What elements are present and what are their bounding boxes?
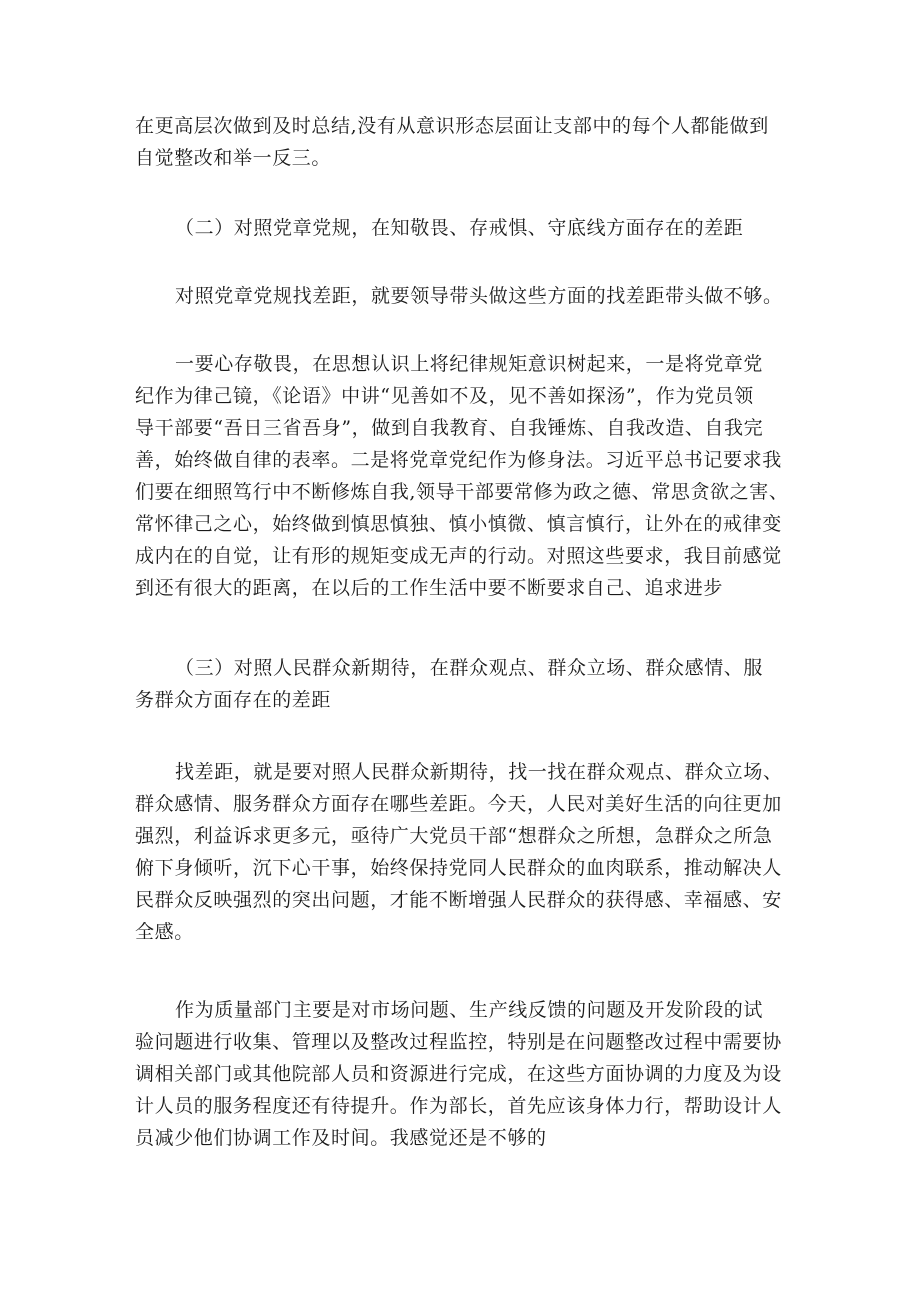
text-line: 成内在的自觉，让有形的规矩变成无声的行动。对照这些要求，我目前感觉 <box>135 545 782 567</box>
heading-line: （三）对照人民群众新期待，在群众观点、群众立场、群众感情、服 <box>175 657 764 679</box>
paragraph-find-gap <box>135 756 790 948</box>
text-line: 验问题进行收集、管理以及整改过程监控，特别是在问题整改过程中需要协 <box>135 1031 782 1053</box>
heading-line: （二）对照党章党规，在知敬畏、存戒惧、守底线方面存在的差距 <box>175 217 744 239</box>
text-line: 纪作为律己镜，《论语》中讲“见善如不及，见不善如探汤”，作为党员领 <box>135 385 754 407</box>
text-line: 导干部要“吾日三省吾身”，做到自我教育、自我锤炼、自我改造、自我完 <box>135 417 764 439</box>
text-line: 民群众反映强烈的突出问题，才能不断增强人民群众的获得感、幸福感、安 <box>135 889 782 911</box>
text-line: 常怀律己之心，始终做到慎思慎独、慎小慎微、慎言慎行，让外在的戒律变 <box>135 513 782 535</box>
paragraph-quality-dept <box>135 994 790 1154</box>
text-line: 群众感情、服务群众方面存在哪些差距。今天，人民对美好生活的向往更加 <box>135 793 782 815</box>
paragraph-continuation <box>135 110 790 174</box>
text-line: 在更高层次做到及时总结,没有从意识形态层面让支部中的每个人都能做到 <box>135 115 769 137</box>
text-line: 强烈，利益诉求更多元，亟待广大党员干部“想群众之所想，急群众之所急 <box>135 825 773 847</box>
text-line: 俯下身倾听，沉下心干事，始终保持党同人民群众的血肉联系，推动解决人 <box>135 857 782 879</box>
text-line: 调相关部门或其他院部人员和资源进行完成，在这些方面协调的力度及为设 <box>135 1063 782 1085</box>
section-heading-2 <box>135 212 790 244</box>
paragraph-respect <box>135 348 790 604</box>
text-line: 一要心存敬畏，在思想认识上将纪律规矩意识树起来，一是将党章党 <box>175 353 764 375</box>
heading-line: 务群众方面存在的差距 <box>135 689 332 711</box>
text-line: 找差距，就是要对照人民群众新期待，找一找在群众观点、群众立场、 <box>175 761 783 783</box>
text-line: 们要在细照笃行中不断修炼自我,领导干部要常修为政之德、常思贪欲之害、 <box>135 481 789 503</box>
text-line: 作为质量部门主要是对市场问题、生产线反馈的问题及开发阶段的试 <box>175 999 764 1021</box>
text-line: 对照党章党规找差距，就要领导带头做这些方面的找差距带头做不够。 <box>175 285 783 307</box>
text-line: 全感。 <box>135 921 194 943</box>
text-line: 计人员的服务程度还有待提升。作为部长，首先应该身体力行，帮助设计人 <box>135 1095 782 1117</box>
text-line: 自觉整改和举一反三。 <box>135 147 332 169</box>
text-line: 善，始终做自律的表率。二是将党章党纪作为修身法。习近平总书记要求我 <box>135 449 782 471</box>
paragraph-intro-2 <box>135 280 790 312</box>
section-heading-3 <box>135 652 790 716</box>
text-line: 员减少他们协调工作及时间。我感觉还是不够的 <box>135 1127 547 1149</box>
text-line: 到还有很大的距离，在以后的工作生活中要不断要求自己、追求进步 <box>135 577 724 599</box>
